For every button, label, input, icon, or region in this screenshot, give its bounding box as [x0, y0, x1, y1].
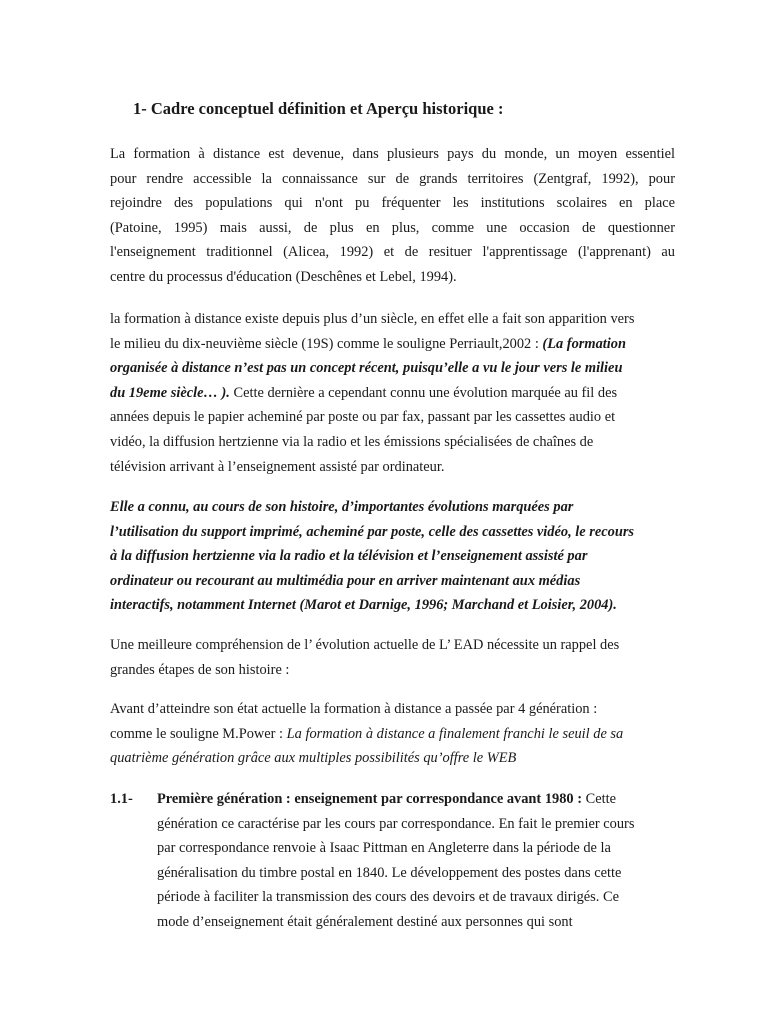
quote-bold: (La formation: [542, 335, 626, 352]
text-line: à la diffusion hertzienne via la radio et la télévision et l’enseignement assisté par: [110, 548, 588, 565]
text-line: télévision arrivant à l’enseignement assisté par ordinateur.: [110, 458, 445, 475]
quote-italic: La formation à distance a finalement franchi le seuil de sa: [286, 725, 624, 742]
text-run: Cette dernière a cependant connu une évolution marquée au fil des: [229, 384, 618, 401]
subsection-title-line: [157, 787, 687, 812]
text-line: l’utilisation du support imprimé, acheminé par poste, celle des cassettes vidéo, le recours: [110, 523, 635, 540]
text-line: pour rendre accessible la connaissance sur de grands territoires (Zentgraf, 1992), pour: [110, 170, 675, 187]
paragraph-generations: [110, 697, 675, 771]
text-line: par correspondance renvoie à Isaac Pittman en Angleterre dans la période de la: [157, 840, 611, 857]
text-line: (Patoine, 1995) mais aussi, de plus en plus, comme une occasion de questionner: [110, 219, 675, 236]
paragraph-evolution-quote: [110, 495, 675, 618]
paragraph-overview: [110, 633, 675, 682]
text-line: génération ce caractérise par les cours par correspondance. En fait le premier cours: [157, 815, 635, 832]
quote-bold: organisée à distance n’est pas un concept récent, puisqu’elle a vu le jour vers le milieu: [110, 360, 623, 377]
text-run: Cette: [582, 791, 616, 807]
text-line: années depuis le papier acheminé par poste ou par fax, passant par les cassettes audio et: [110, 409, 616, 426]
text-line: rejoindre des populations qui n'ont pu fréquenter les institutions scolaires en place: [110, 195, 675, 212]
text-line: [110, 332, 675, 357]
text-line: grandes étapes de son histoire :: [110, 661, 290, 678]
text-line: la formation à distance existe depuis plus d’un siècle, en effet elle a fait son apparition vers: [110, 311, 635, 327]
subsection-title: Première génération : enseignement par correspondance avant 1980 :: [157, 791, 582, 807]
paragraph-history: [110, 307, 675, 479]
text-line: vidéo, la diffusion hertzienne via la radio et les émissions spécialisées de chaînes de: [110, 433, 594, 450]
text-line: Une meilleure compréhension de l’ évolution actuelle de L’ EAD nécessite un rappel des: [110, 637, 620, 653]
text-line: mode d’enseignement était généralement destiné aux personnes qui sont: [157, 913, 573, 930]
quote-italic: quatrième génération grâce aux multiples possibilités qu’offre le WEB: [110, 750, 517, 767]
text-line: [110, 722, 675, 747]
text-line: ordinateur ou recourant au multimédia pour en arriver maintenant aux médias: [110, 572, 581, 589]
text-line: centre du processus d'éducation (Deschênes et Lebel, 1994).: [110, 268, 457, 285]
text-line: généralisation du timbre postal en 1840. Le développement des postes dans cette: [157, 864, 622, 881]
text-line: La formation à distance est devenue, dans plusieurs pays du monde, un moyen essentiel: [110, 146, 675, 162]
paragraph-intro: [110, 142, 675, 290]
subsection-number: 1.1-: [110, 791, 133, 807]
text-line: l'enseignement traditionnel (Alicea, 1992) et de resituer l'apprentissage (l'apprenant) au: [110, 244, 675, 261]
text-line: Elle a connu, au cours de son histoire, d’importantes évolutions marquées par: [110, 499, 574, 515]
text-line: [110, 381, 675, 406]
quote-bold: du 19eme siècle… ).: [110, 384, 230, 401]
text-line: interactifs, notamment Internet (Marot et Darnige, 1996; Marchand et Loisier, 2004).: [110, 597, 617, 614]
section-heading: 1- Cadre conceptuel définition et Aperçu historique :: [133, 99, 504, 118]
text-line: Avant d’atteindre son état actuelle la formation à distance a passée par 4 génération :: [110, 701, 598, 717]
text-run: le milieu du dix-neuvième siècle (19S) comme le souligne Perriault,2002 :: [110, 335, 543, 352]
subsection-body: [157, 787, 687, 935]
text-line: période à faciliter la transmission des cours des devoirs et de travaux dirigés. Ce: [157, 889, 619, 906]
text-run: comme le souligne M.Power :: [110, 725, 287, 742]
